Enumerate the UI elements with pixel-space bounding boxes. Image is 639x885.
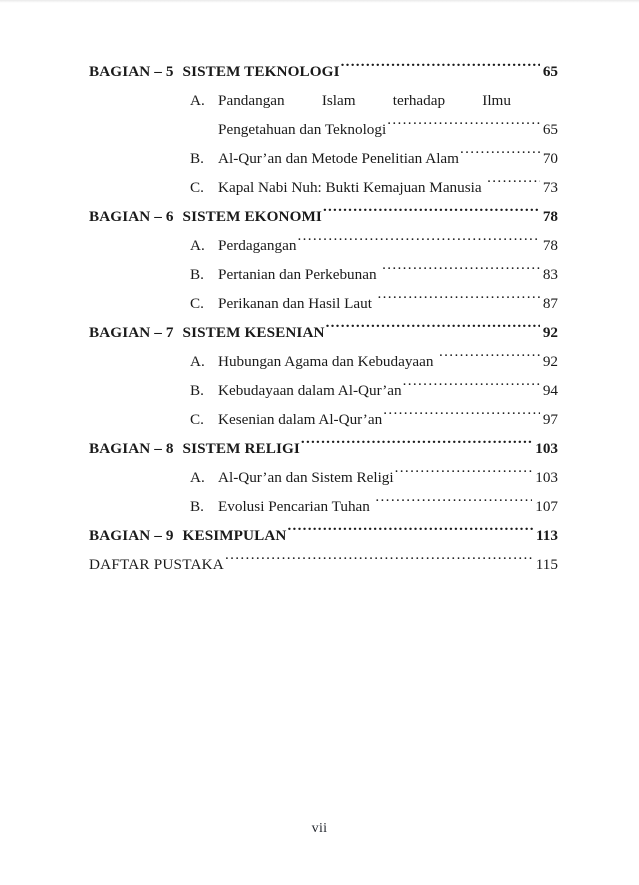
toc-sub-row[interactable] (89, 86, 558, 144)
page-folio: vii (311, 821, 328, 836)
toc-part-label: BAGIAN – 6 (89, 208, 174, 225)
toc-part-label: BAGIAN – 7 (89, 324, 174, 341)
toc-sub-row[interactable] (89, 289, 558, 318)
toc-part-row[interactable] (89, 521, 558, 550)
toc-page-number: 70 (542, 150, 558, 167)
toc-part-label: BAGIAN – 8 (89, 440, 174, 457)
dot-leader (323, 206, 540, 221)
toc-page-number: 87 (542, 295, 558, 312)
toc-sub-letter: A. (190, 237, 205, 254)
toc-part-title: SISTEM EKONOMI (182, 208, 322, 225)
toc-sub-title: Al-Qur’an dan Metode Penelitian Alam (218, 150, 459, 167)
toc-sub-row[interactable] (89, 376, 558, 405)
toc-sub-title: Perdagangan (218, 237, 297, 254)
toc-part-label: BAGIAN – 5 (89, 63, 174, 80)
dot-leader (377, 293, 539, 308)
toc-sub-title-word: terhadap (392, 92, 446, 109)
toc-part-label: BAGIAN – 9 (89, 527, 174, 544)
toc-page-number: 92 (542, 353, 558, 370)
toc-sub-title: Kesenian dalam Al-Qur’an (218, 411, 383, 428)
toc-page-number: 83 (542, 266, 558, 283)
toc-sub-letter: B. (190, 266, 204, 283)
dot-leader (383, 409, 540, 424)
toc-sub-letter: C. (190, 179, 204, 196)
toc-sub-title: Perikanan dan Hasil Laut (218, 295, 372, 312)
toc-sub-letter: C. (190, 295, 204, 312)
toc-part-row[interactable] (89, 318, 558, 347)
toc-part-row[interactable] (89, 57, 558, 86)
dot-leader (395, 467, 533, 482)
toc-sub-row[interactable] (89, 231, 558, 260)
dot-leader (403, 380, 540, 395)
toc-part-row[interactable] (89, 202, 558, 231)
scan-edge (0, 0, 639, 3)
toc-page-number: 103 (535, 440, 558, 457)
dot-leader (301, 438, 532, 453)
toc-page-number: 78 (542, 237, 558, 254)
toc-page-number: 103 (535, 469, 558, 486)
toc-sub-title: Kebudayaan dalam Al-Qur’an (218, 382, 402, 399)
table-of-contents (89, 57, 558, 579)
toc-sub-title-word: Ilmu (482, 92, 511, 109)
toc-part-title: KESIMPULAN (182, 527, 287, 544)
toc-page-number: 73 (542, 179, 558, 196)
toc-sub-letter: A. (190, 469, 205, 486)
dot-leader (341, 61, 540, 76)
toc-sub-title-word: Pandangan (218, 92, 285, 109)
dot-leader (382, 264, 540, 279)
toc-sub-line-1 (190, 86, 558, 115)
toc-sub-title: Al-Qur’an dan Sistem Religi (218, 469, 394, 486)
toc-page-number: 113 (536, 527, 558, 544)
toc-sub-title: Pertanian dan Perkebunan (218, 266, 377, 283)
toc-sub-letter: C. (190, 411, 204, 428)
toc-sub-row[interactable] (89, 173, 558, 202)
toc-sub-title-cont: Pengetahuan dan Teknologi (218, 121, 387, 138)
toc-sub-title: Hubungan Agama dan Kebudayaan (218, 353, 434, 370)
toc-sub-title: Kapal Nabi Nuh: Bukti Kemajuan Manusia (218, 179, 482, 196)
toc-sub-row[interactable] (89, 260, 558, 289)
dot-leader (460, 148, 540, 163)
toc-sub-title (218, 86, 558, 115)
toc-page-number: 107 (535, 498, 558, 515)
toc-sub-letter: B. (190, 498, 204, 515)
toc-part-row[interactable] (89, 434, 558, 463)
toc-plain-title: DAFTAR PUSTAKA (89, 556, 224, 573)
dot-leader (288, 525, 534, 540)
toc-sub-row[interactable] (89, 463, 558, 492)
toc-page-number: 78 (542, 208, 558, 225)
toc-page-number: 65 (542, 63, 558, 80)
toc-sub-letter: A. (190, 92, 205, 109)
toc-page-number: 92 (542, 324, 558, 341)
toc-page-number: 65 (542, 121, 558, 138)
toc-sub-letter: B. (190, 150, 204, 167)
toc-page-number: 115 (535, 556, 558, 573)
toc-plain-row[interactable] (89, 550, 558, 579)
dot-leader (387, 119, 540, 134)
toc-sub-row[interactable] (89, 144, 558, 173)
dot-leader (297, 235, 539, 250)
toc-part-title: SISTEM KESENIAN (182, 324, 325, 341)
toc-sub-letter: A. (190, 353, 205, 370)
toc-sub-row[interactable] (89, 492, 558, 521)
dot-leader (375, 496, 532, 511)
toc-sub-title: Evolusi Pencarian Tuhan (218, 498, 370, 515)
dot-leader (326, 322, 540, 337)
dot-leader (225, 554, 533, 569)
dot-leader (439, 351, 540, 366)
toc-page-number: 94 (542, 382, 558, 399)
toc-part-title: SISTEM TEKNOLOGI (182, 63, 340, 80)
toc-sub-row[interactable] (89, 347, 558, 376)
toc-sub-letter: B. (190, 382, 204, 399)
toc-sub-line-2 (190, 115, 558, 144)
toc-page-number: 97 (542, 411, 558, 428)
dot-leader (487, 177, 540, 192)
toc-part-title: SISTEM RELIGI (182, 440, 300, 457)
toc-sub-row[interactable] (89, 405, 558, 434)
toc-sub-title-word: Islam (321, 92, 356, 109)
